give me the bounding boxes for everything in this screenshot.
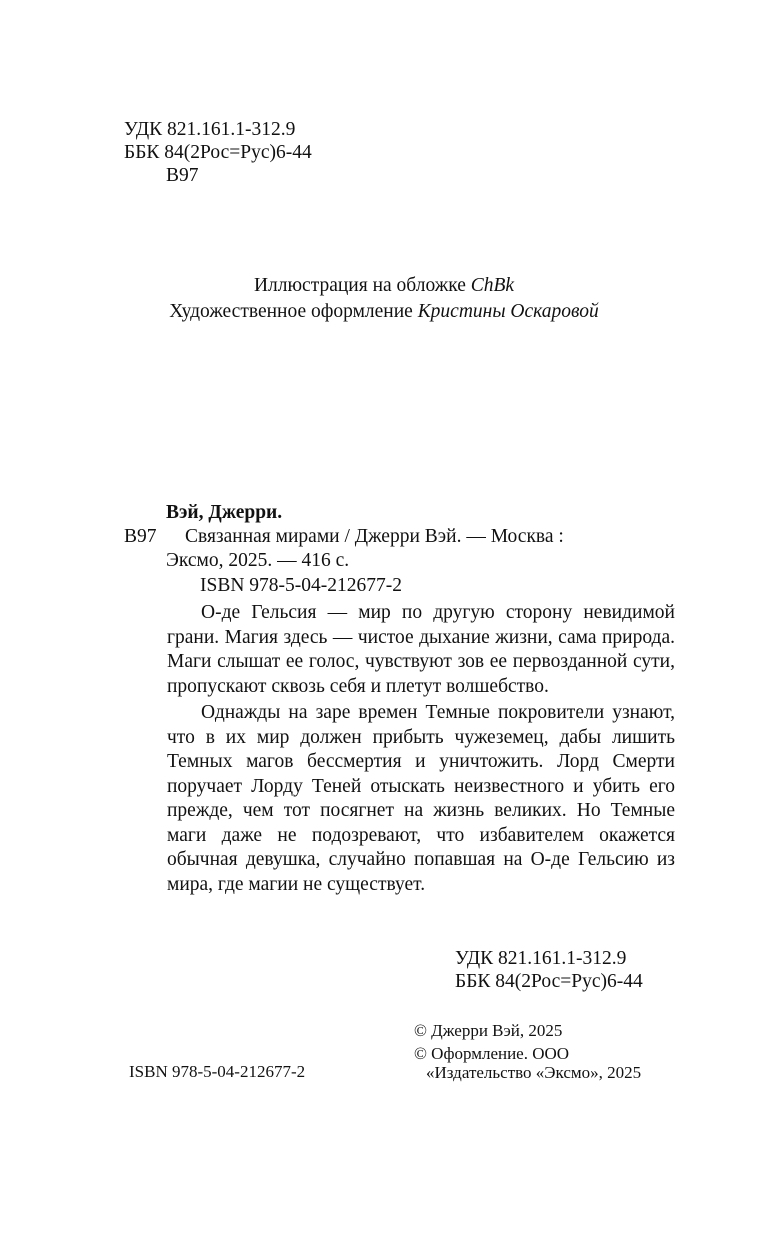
- illustration-credit: [0, 273, 768, 299]
- udk-bottom: УДК 821.161.1-312.9: [455, 948, 627, 969]
- udk-top: УДК 821.161.1-312.9: [124, 119, 296, 140]
- annotation-paragraph: Однажды на заре времен Темные покровители узнают, что в их мир должен прибыть чужеземец, дабы лишить Темных магов бессмертия и уничтожить. Лорд Смерти поручает Лорду Теней отыскать неизвестного и убить его прежде, чем тот посягнет на жизнь великих. Но Темные маги даже не подозревают, что избавителем окажется обычная девушка, случайно попавшая на О-де Гельсию из мира, где магии не существует.: [167, 702, 675, 895]
- copyright-design-line2: «Издательство «Эксмо», 2025: [426, 1063, 642, 1082]
- design-credit: [0, 299, 768, 325]
- copyright-design-line1: © Оформление. ООО: [414, 1044, 570, 1063]
- annotation-paragraph: О-де Гельсия — мир по другую сторону невидимой грани. Магия здесь — чистое дыхание жизни, сама природа. Маги слышат ее голос, чувствуют зов ее первозданной сути, пропускают сквозь себя и плетут волшебство.: [167, 602, 675, 697]
- copyright-author: © Джерри Вэй, 2025: [414, 1021, 563, 1040]
- bbk-top: ББК 84(2Рос=Рус)6-44: [124, 142, 312, 163]
- footer-isbn: ISBN 978-5-04-212677-2: [129, 1062, 306, 1081]
- annotation: [167, 601, 675, 897]
- design-name: Кристины Оскаровой: [417, 301, 599, 322]
- bib-entry-line1: Связанная мирами / Джерри Вэй. — Москва :: [185, 526, 564, 547]
- bbk-bottom: ББК 84(2Рос=Рус)6-44: [455, 971, 643, 992]
- bib-isbn: ISBN 978-5-04-212677-2: [200, 575, 403, 596]
- author-code-top: В97: [166, 165, 199, 186]
- bib-entry-line2: Эксмо, 2025. — 416 с.: [166, 550, 350, 571]
- design-label: Художественное оформление: [169, 301, 413, 322]
- author-heading: Вэй, Джерри.: [166, 502, 283, 523]
- illustration-name: ChBk: [470, 275, 515, 296]
- illustration-label: Иллюстрация на обложке: [253, 275, 466, 296]
- bib-code: В97: [124, 526, 157, 547]
